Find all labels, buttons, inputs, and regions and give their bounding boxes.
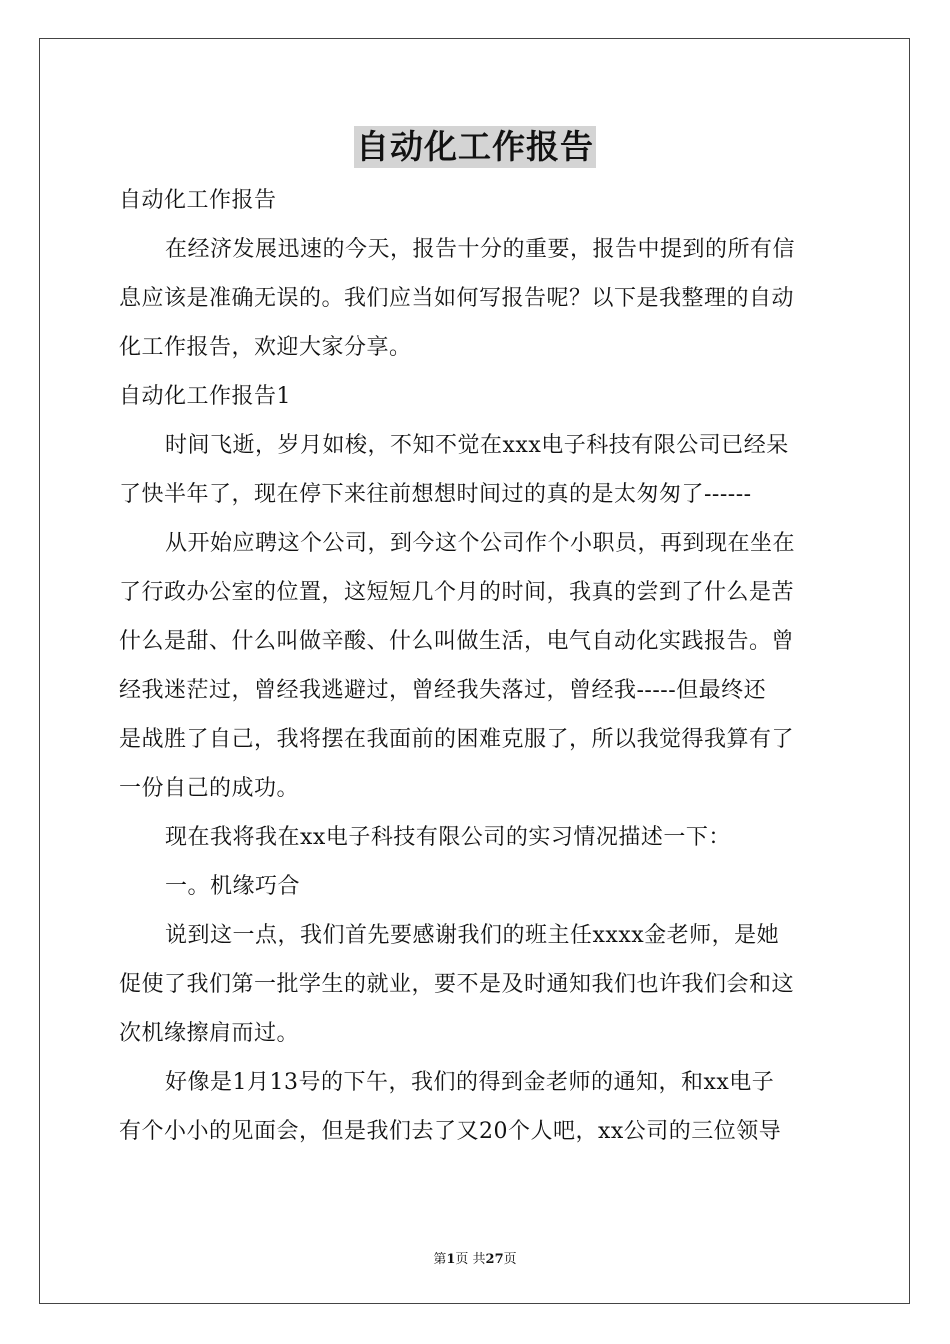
paragraph-line: 时间飞逝，岁月如梭，不知不觉在xxx电子科技有限公司已经呆 — [165, 433, 789, 458]
intro-paragraph — [119, 225, 835, 372]
paragraph-line: 从开始应聘这个公司，到今这个公司作个小职员，再到现在坐在 — [165, 531, 796, 556]
total-pages: 27 — [485, 1252, 504, 1267]
intro-line: 化工作报告，欢迎大家分享。 — [119, 335, 412, 360]
paragraph-line: 了行政办公室的位置，这短短几个月的时间，我真的尝到了什么是苦 — [119, 580, 795, 605]
subheading-1: 一。机缘巧合 — [165, 874, 301, 899]
paragraph-1 — [119, 421, 835, 519]
section-title: 自动化工作报告1 — [119, 384, 291, 409]
paragraph-line: 好像是1月13号的下午，我们的得到金老师的通知，和xx电子 — [165, 1070, 775, 1095]
title-container — [0, 126, 950, 168]
intro-line: 息应该是准确无误的。我们应当如何写报告呢？以下是我整理的自动 — [119, 286, 795, 311]
intro-line: 在经济发展迅速的今天，报告十分的重要，报告中提到的所有信 — [165, 237, 796, 262]
page-footer — [0, 1248, 950, 1267]
paragraph-line: 一份自己的成功。 — [119, 776, 300, 801]
paragraph-2 — [119, 519, 835, 813]
paragraph-line: 了快半年了，现在停下来往前想想时间过的真的是太匆匆了------ — [119, 482, 752, 507]
paragraph-line: 是战胜了自己，我将摆在我面前的困难克服了，所以我觉得我算有了 — [119, 727, 795, 752]
page-title: 自动化工作报告 — [356, 127, 594, 166]
paragraph-line: 什么是甜、什么叫做辛酸、什么叫做生活，电气自动化实践报告。曾 — [119, 629, 795, 654]
paragraph-line: 经我迷茫过，曾经我逃避过，曾经我失落过，曾经我-----但最终还 — [119, 678, 767, 703]
paragraph-line: 有个小小的见面会，但是我们去了又20个人吧，xx公司的三位领导 — [119, 1119, 782, 1144]
paragraph-line: 次机缘擦肩而过。 — [119, 1021, 300, 1046]
document-heading: 自动化工作报告 — [119, 188, 277, 213]
paragraph-3: 现在我将我在xx电子科技有限公司的实习情况描述一下： — [165, 825, 731, 850]
paragraph-line: 促使了我们第一批学生的就业，要不是及时通知我们也许我们会和这 — [119, 972, 795, 997]
paragraph-line: 说到这一点，我们首先要感谢我们的班主任xxxx金老师，是她 — [165, 923, 780, 948]
footer-mid: 页 共 — [455, 1252, 486, 1267]
paragraph-5 — [119, 1058, 835, 1156]
paragraph-4 — [119, 911, 835, 1058]
page-number: 1 — [446, 1252, 456, 1267]
document-body — [119, 176, 835, 1156]
footer-prefix: 第 — [433, 1252, 447, 1267]
footer-suffix: 页 — [503, 1252, 517, 1267]
